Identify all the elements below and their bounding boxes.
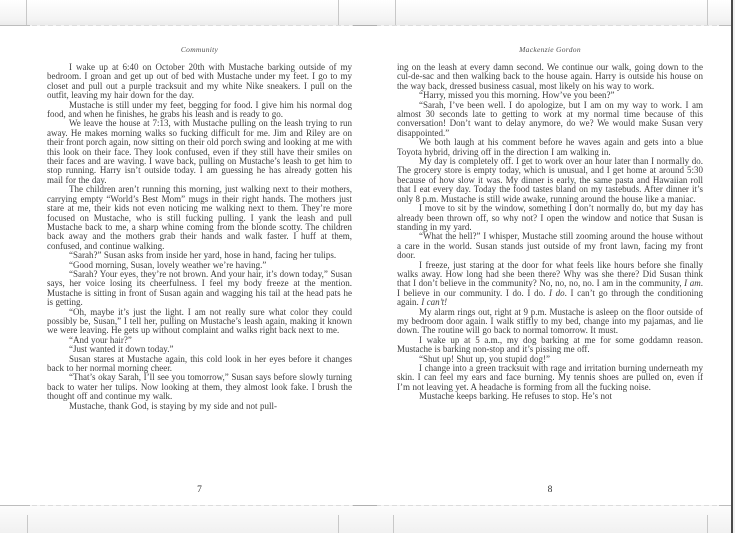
paragraph: “Sarah, I’ve been well. I do apologize, but I am on my way to work. I am almost 30 seconds late to getting to work at my normal time because of this conversation! Don’t want to delay anymore, do we? We would make Susan very disappointed.”	[397, 99, 703, 138]
page-left	[47, 44, 352, 499]
page-edge-line	[26, 0, 27, 25]
book-spread	[0, 26, 731, 505]
paragraph: I wake up at 5 a.m., my dog barking at me for some goddamn reason. Mustache is barking non-stop and it’s pissing me off.	[397, 334, 703, 355]
page-right-body	[397, 63, 703, 402]
paragraph: ing on the leash at every damn second. We continue our walk, going down to the cul-de-sac and then walking back to the house again. Harry is outside his house on the way back, dressed business casual, most likely on his way to work.	[397, 62, 703, 91]
paragraph: Susan stares at Mustache again, this cold look in her eyes before it changes back to her normal morning cheer.	[47, 353, 352, 373]
page-number-left: 7	[197, 485, 202, 495]
page-edge-line	[338, 515, 339, 533]
paragraph: We leave the house at 7:13, with Mustache pulling on the leash trying to run away. He makes morning walks so fucking difficult for me. Jim and Riley are on their front porch again, now sitting on their old porch swing and looking at me with this look on their face. They look confused, even if they still have their smiles on their faces and are waving. I wave back, pulling on Mustache’s leash to get him to stop running. Harry isn’t outside today. I am guessing he has already gotten his mail for the day.	[47, 118, 352, 185]
paragraph: Mustache is still under my feet, begging for food. I give him his normal dog food, and when he finishes, he grabs his leash and is ready to go.	[47, 99, 352, 120]
page-edge-line	[27, 515, 28, 533]
paragraph: “Sarah? Your eyes, they’re not brown. And your hair, it’s down today,” Susan says, her voice losing its cheerfulness. I feel my body freeze at the mention. Mustache is sitting in front of Susan again and wagging his tail at the head pats he is getting.	[47, 268, 352, 308]
paragraph: “Good morning, Susan, lovely weather we’re having.”	[69, 259, 267, 270]
previous-spread-edge	[0, 0, 731, 25]
paragraph: “Shut up! Shut up, you stupid dog!”	[419, 353, 550, 364]
running-header-left: Community	[180, 45, 219, 54]
page-number-right: 8	[547, 485, 553, 495]
paragraph: “That’s okay Sarah, I’ll see you tomorrow,” Susan says before slowly turning back to water her tulips. Now looking at them, they almost look fake. I brush the thought off and continue my walk.	[47, 372, 352, 402]
paragraph: “Harry, missed you this morning. How’ve you been?”	[419, 90, 615, 101]
page-left-body	[47, 63, 352, 411]
paragraph: “Oh, maybe it’s just the light. I am not really sure what color they could possibly be, Susan,” I tell her, pulling on Mustache’s leash again, making it known we were leaving. He gets up without complaint and walks right back next to me.	[47, 306, 352, 336]
paragraph: I move to sit by the window, something I don’t normally do, but my day has already been thrown off, so why not? I open the window and notice that Susan is standing in my yard.	[397, 203, 703, 232]
paragraph: I wake up at 6:40 on October 20th with Mustache barking outside of my bedroom. I groan and get up out of bed with Mustache under my feet. I go to my closet and pull out a purple tracksuit and my white Nike sneakers. I pull on the outfit, leaving my hair down for the day.	[47, 62, 352, 101]
paragraph: I freeze, just staring at the door for what feels like hours before she finally walks away. How long had she been there? Why was she there? Did Susan think that I don’t believe in the community? No, no, no, no. I am in the community, I am. I believe in our community. I do. I do. I do. I can’t go through the conditioning again. I can’t!	[397, 259, 703, 308]
paragraph: “And your hair?”	[69, 334, 132, 345]
paragraph: Mustache, thank God, is staying by my side and not pull-	[69, 400, 277, 411]
paragraph: We both laugh at his comment before he waves again and gets into a blue Toyota hybrid, driving off in the direction I am walking in.	[397, 137, 703, 157]
next-spread-edge	[0, 506, 731, 533]
paragraph: “Just wanted it down today.”	[69, 344, 174, 355]
page-edge-line	[338, 0, 339, 25]
paragraph: I change into a green tracksuit with rage and irritation burning underneath my skin. I can feel my ears and face burning. My tennis shoes are pulled on, even if I’m not leaving yet. A headache is forming from all the fucking noise.	[397, 363, 703, 392]
page-edge-line	[707, 515, 708, 533]
page-edge-line	[395, 0, 396, 25]
window-right-border	[731, 0, 733, 533]
running-header-right: Mackenzie Gordon	[519, 45, 581, 54]
paragraph: My alarm rings out, right at 9 p.m. Mustache is asleep on the floor outside of my bedroom door again. I walk stiffly to my bed, change into my pajamas, and lie down. The routine will go back to normal tomorrow. It must.	[397, 306, 703, 336]
page-edge-line	[707, 0, 708, 25]
paragraph: “What the hell?” I whisper, Mustache still zooming around the house without a care in the world. Susan stands just outside of my front lawn, facing my front door.	[397, 231, 703, 261]
paragraph: Mustache keeps barking. He refuses to stop. He’s not	[419, 391, 613, 402]
paragraph: My day is completely off. I get to work over an hour later than I normally do. The grocery store is empty today, which is unusual, and I get home at around 5:30 because of how slow it was. My dinner is early, the same pasta and Hawaiian roll that I eat every day. Today the food tastes bland on my tastebuds. After dinner it’s only 8 p.m. Mustache is still wide awake, running around the house like a maniac.	[397, 156, 703, 204]
paragraph: “Sarah?” Susan asks from inside her yard, hose in hand, facing her tulips.	[69, 250, 337, 261]
page-edge-line	[393, 515, 394, 533]
page-right	[397, 44, 703, 499]
paragraph: The children aren’t running this morning, just walking next to their mothers, carrying empty “World’s Best Mom” mugs in their right hands. The mothers just stare at me, their kids not even noticing me walking next to them. They’re more focused on Mustache, who is still fucking pulling. I yank the leash and pull Mustache back to me, a sharp whine coming from the blonde scotty. The children back away and the mothers grab their hands and walk faster. I huff at them, confused, and continue walking.	[47, 184, 352, 251]
